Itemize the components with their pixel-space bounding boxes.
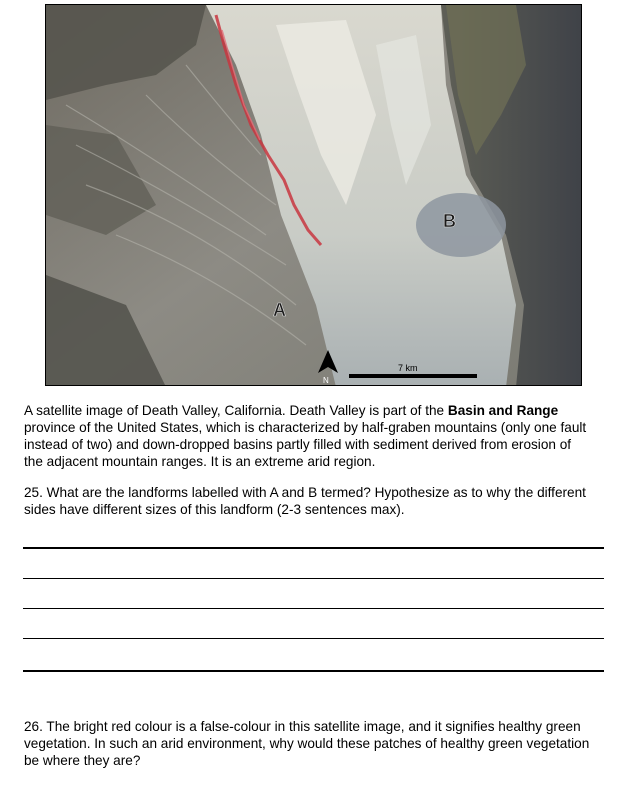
scale-bar (349, 374, 477, 378)
question-25: 25. What are the landforms labelled with A and B termed? Hypothesize as to why the different sides have different sizes of this landform (2-3 sentences max). (24, 485, 586, 517)
north-label: N (323, 376, 329, 385)
answer-line-2[interactable] (23, 578, 604, 579)
question-26: 26. The bright red colour is a false-colour in this satellite image, and it signifies healthy green vegetation. In such an arid environment, why would these patches of healthy green vegetation be where they are? (24, 719, 590, 768)
answer-line-1[interactable] (23, 547, 604, 549)
caption-text-1: A satellite image of Death Valley, California. Death Valley is part of the (24, 403, 448, 418)
scale-label: 7 km (398, 363, 418, 373)
answer-line-3[interactable] (23, 608, 604, 609)
satellite-image (45, 4, 582, 386)
label-a: A (273, 300, 286, 320)
image-caption (24, 402, 592, 470)
answer-line-4[interactable] (23, 638, 604, 639)
caption-text-2: province of the United States, which is characterized by half-graben mountains (only one fault instead of two) and down-dropped basins partly filled with sediment derived from erosion of the adjacent mountain ranges. It is an extreme arid region. (24, 420, 587, 469)
answer-line-5[interactable] (23, 670, 604, 672)
label-b: B (443, 211, 456, 231)
caption-bold-term: Basin and Range (447, 403, 559, 418)
alluvial-fan-b (416, 193, 506, 257)
